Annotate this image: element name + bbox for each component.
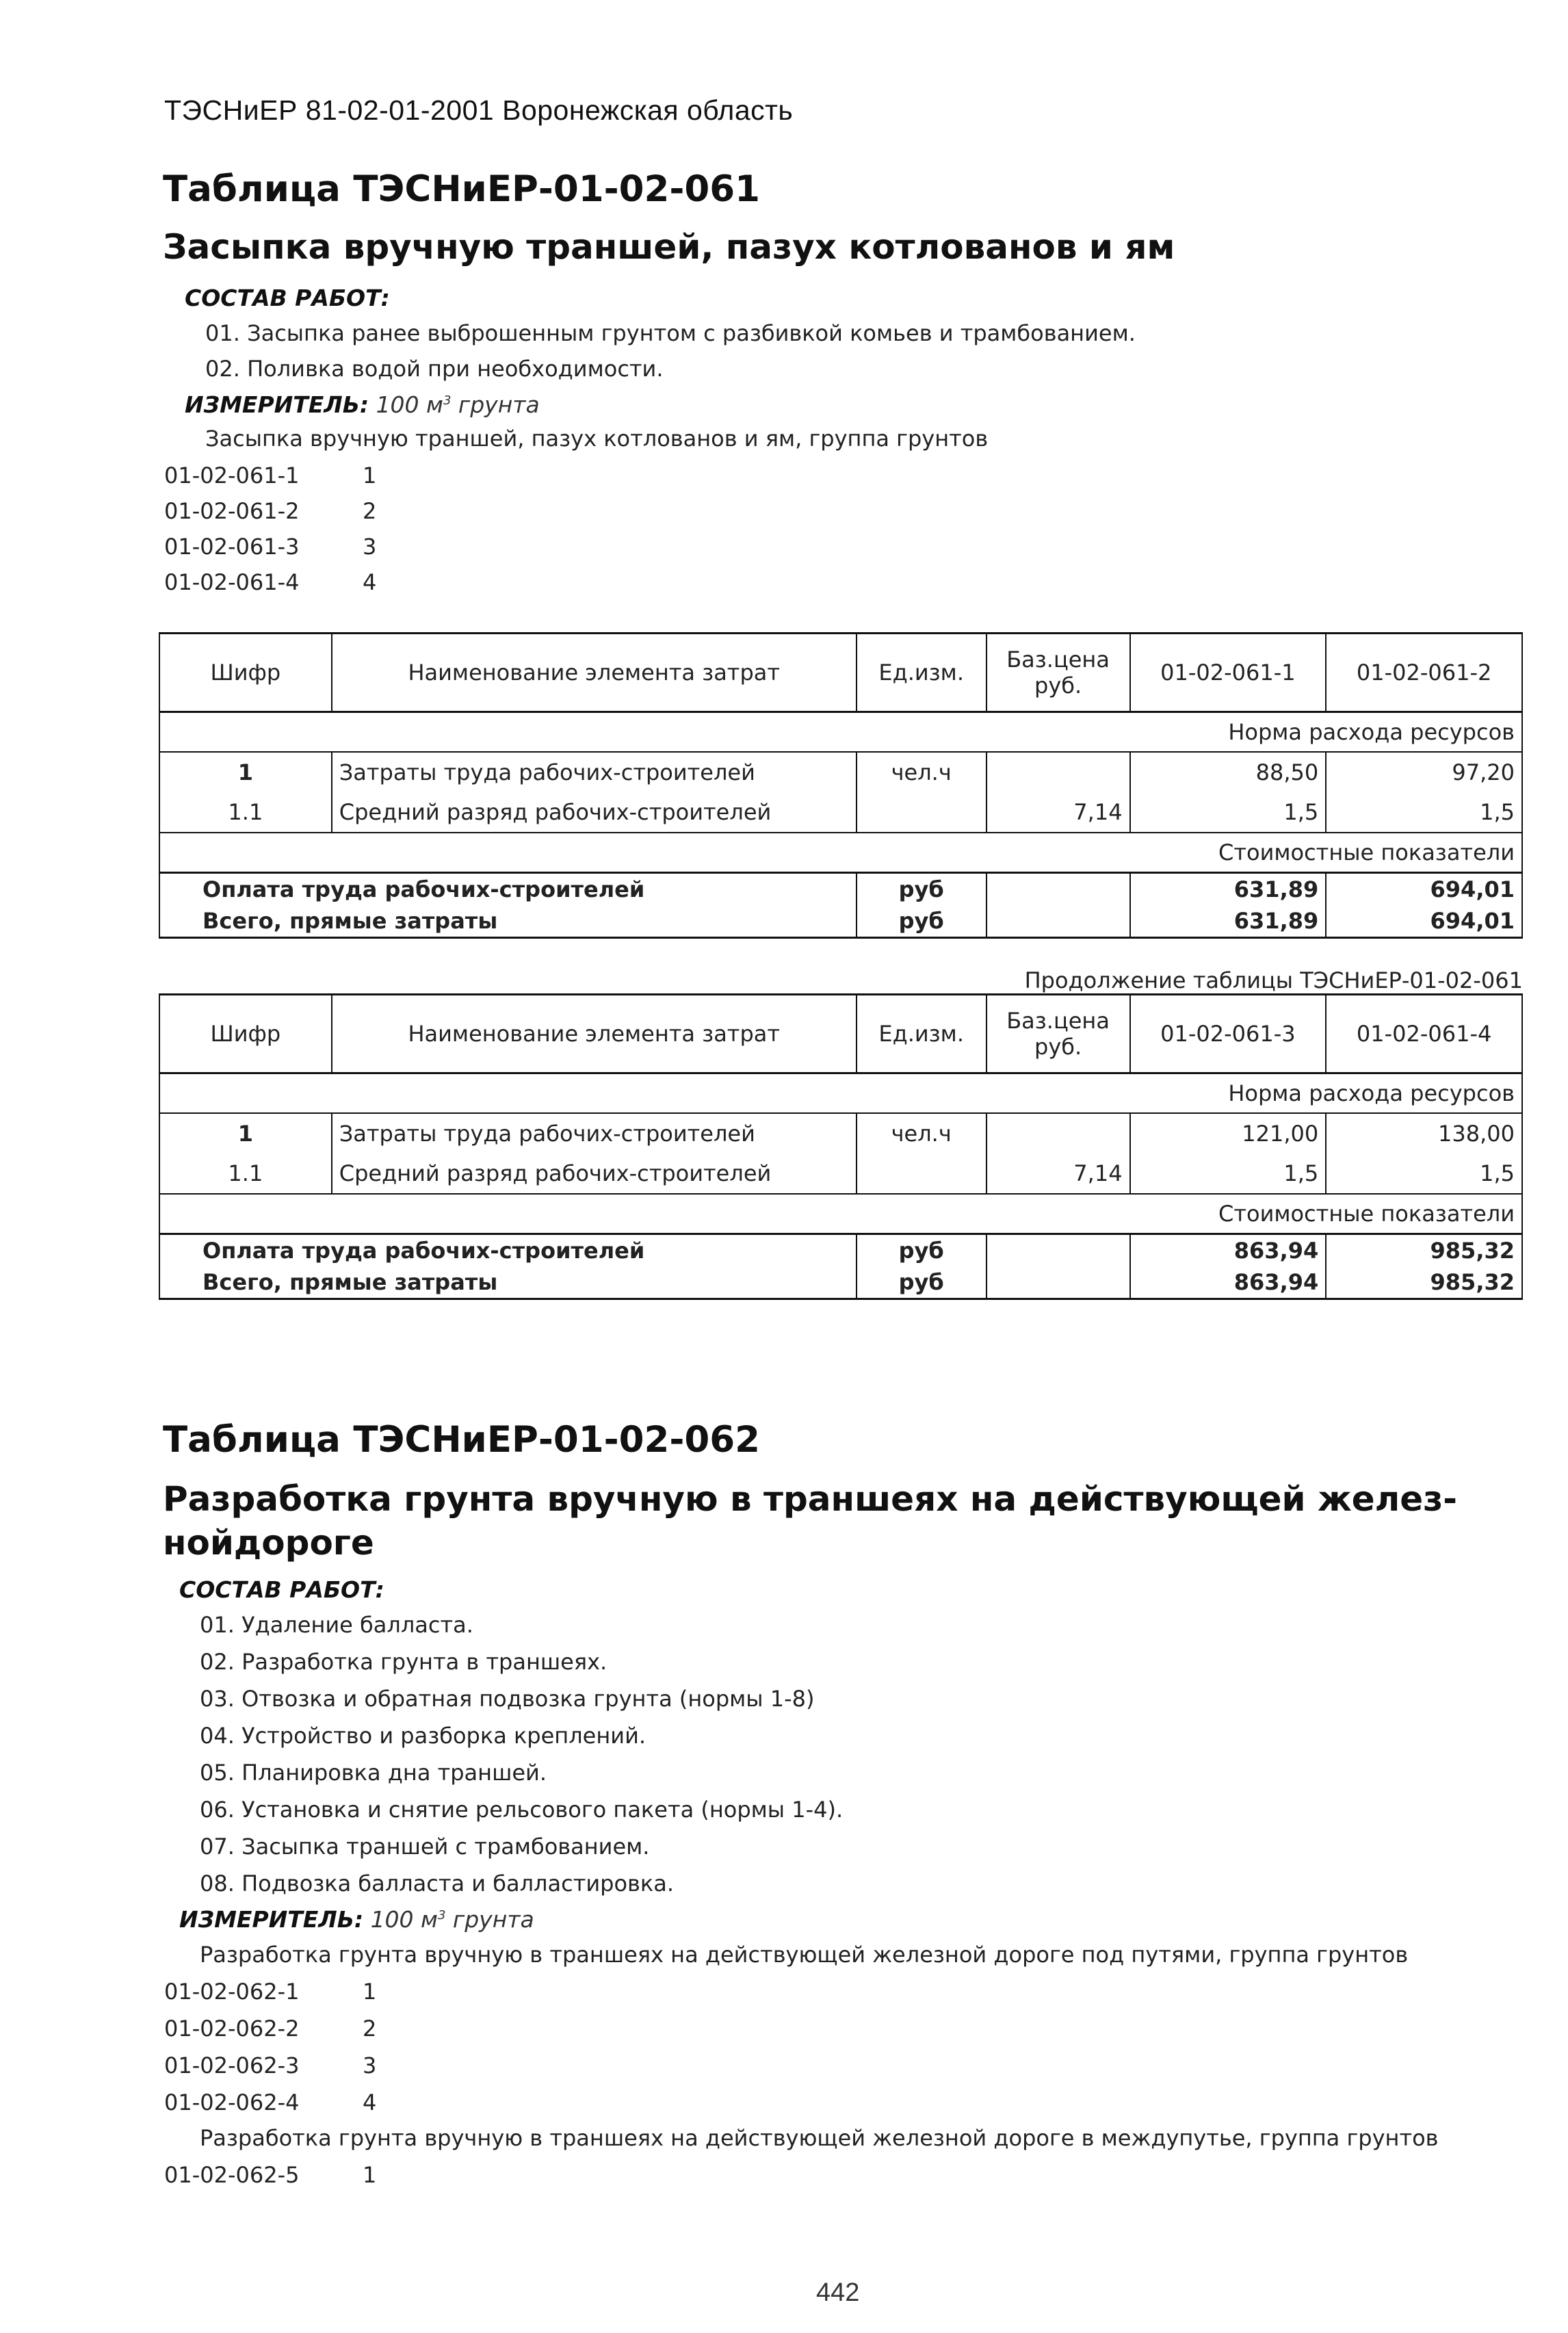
table-row [159,752,1522,792]
price-header-line1: Баз.цена [1006,1008,1110,1034]
code-row [164,2052,376,2078]
row-value-1: 1,5 [1130,792,1327,833]
col-name-header: Наименование элемента затрат [332,995,857,1073]
table-row [159,1154,1522,1194]
price-header-line2: руб. [1034,673,1082,699]
norm-code: 01-02-062-5 [164,2162,300,2188]
row-value-1: 121,00 [1130,1113,1327,1154]
col-unit-header: Ед.изм. [857,995,986,1073]
total-price [986,873,1130,906]
soil-group: 1 [363,2162,377,2188]
total-value-2: 985,32 [1326,1234,1522,1267]
table-062-subtitle-line1: Разработка грунта вручную в траншеях на действующей желез- [163,1479,1457,1519]
total-unit: руб [857,1234,986,1267]
row-value-1: 1,5 [1130,1154,1327,1194]
group-description: Разработка грунта вручную в траншеях на действующей железной дороге в междупутье, группа грунтов [200,2125,1439,2151]
norm-section-label: Норма расхода ресурсов [159,1073,1522,1114]
col-name-header: Наименование элемента затрат [332,634,857,712]
total-name: Всего, прямые затраты [159,905,857,938]
col-norm2-header: 01-02-061-2 [1326,634,1522,712]
total-value-2: 985,32 [1326,1266,1522,1299]
norm-code: 01-02-061-1 [164,462,300,488]
total-value-1: 863,94 [1130,1266,1327,1299]
norm-code: 01-02-062-4 [164,2089,300,2115]
col-cipher-header: Шифр [159,634,332,712]
total-name: Оплата труда рабочих-строителей [159,1234,857,1267]
row-cipher: 1 [159,1113,332,1154]
total-price [986,905,1130,938]
measure-value: 100 м [370,1906,438,1933]
row-cipher: 1 [159,752,332,792]
soil-group: 2 [363,498,377,524]
measure-line [179,1906,534,1933]
price-header-line1: Баз.цена [1006,647,1110,673]
measure-unit: грунта [445,1906,534,1933]
soil-group: 1 [363,1979,377,2005]
total-price [986,1266,1130,1299]
row-value-1: 88,50 [1130,752,1327,792]
col-price-header [986,634,1130,712]
code-row [164,2016,376,2042]
norm-code: 01-02-061-3 [164,534,300,560]
price-header-line2: руб. [1034,1034,1082,1060]
soil-group: 4 [363,2089,377,2115]
row-price [986,1113,1130,1154]
work-item: 02. Разработка грунта в траншеях. [200,1649,607,1675]
soil-group: 1 [363,462,377,488]
soil-group: 3 [363,2052,377,2078]
table-row [159,1113,1522,1154]
norm-code: 01-02-062-2 [164,2016,300,2042]
row-value-2: 97,20 [1326,752,1522,792]
cost-table-b [159,993,1523,1300]
total-value-1: 863,94 [1130,1234,1327,1267]
row-price [986,752,1130,792]
norm-code: 01-02-062-3 [164,2052,300,2078]
code-row [164,462,376,488]
col-norm2-header: 01-02-061-4 [1326,995,1522,1073]
page-number: 442 [816,2278,860,2307]
table-062-subtitle-line2: нойдороге [163,1523,374,1563]
total-name: Оплата труда рабочих-строителей [159,873,857,906]
table-061-title: Таблица ТЭСНиЕР-01-02-061 [163,168,760,210]
table-header-row [159,995,1522,1073]
table-061-subtitle: Засыпка вручную траншей, пазух котлованов и ям [163,227,1175,267]
col-cipher-header: Шифр [159,995,332,1073]
measure-sup: 3 [437,1908,446,1923]
row-unit [857,1154,986,1194]
work-item: 01. Засыпка ранее выброшенным грунтом с разбивкой комьев и трамбованием. [205,320,1136,346]
work-item: 03. Отвозка и обратная подвозка грунта (нормы 1-8) [200,1686,815,1712]
col-norm1-header: 01-02-061-1 [1130,634,1327,712]
measure-label: ИЗМЕРИТЕЛЬ: [179,1906,364,1933]
total-value-2: 694,01 [1326,873,1522,906]
row-unit: чел.ч [857,752,986,792]
work-item: 08. Подвозка балласта и балластировка. [200,1871,674,1897]
row-value-2: 138,00 [1326,1113,1522,1154]
work-item: 04. Устройство и разборка креплений. [200,1723,646,1749]
cost-section-label: Стоимостные показатели [159,1194,1522,1234]
total-unit: руб [857,873,986,906]
row-value-2: 1,5 [1326,1154,1522,1194]
code-row [164,2162,376,2188]
code-row [164,534,376,560]
total-row [159,1234,1522,1267]
row-name: Средний разряд рабочих-строителей [332,792,857,833]
running-header: ТЭСНиЕР 81-02-01-2001 Воронежская область [164,94,794,126]
measure-label: ИЗМЕРИТЕЛЬ: [185,391,369,418]
norm-code: 01-02-061-4 [164,569,300,595]
table-header-row [159,634,1522,712]
section-row [159,833,1522,873]
norm-section-label: Норма расхода ресурсов [159,712,1522,753]
section-row [159,712,1522,753]
total-name: Всего, прямые затраты [159,1266,857,1299]
row-unit [857,792,986,833]
table-row [159,792,1522,833]
group-description: Разработка грунта вручную в траншеях на действующей железной дороге под путями, группа грунтов [200,1942,1409,1968]
row-cipher: 1.1 [159,1154,332,1194]
composition-label: СОСТАВ РАБОТ: [179,1576,384,1603]
total-row [159,1266,1522,1299]
row-name: Затраты труда рабочих-строителей [332,1113,857,1154]
total-row [159,873,1522,906]
total-unit: руб [857,1266,986,1299]
total-unit: руб [857,905,986,938]
total-value-2: 694,01 [1326,905,1522,938]
col-norm1-header: 01-02-061-3 [1130,995,1327,1073]
work-item: 05. Планировка дна траншей. [200,1760,547,1786]
norm-code: 01-02-061-2 [164,498,300,524]
cost-table-a [159,632,1523,939]
total-value-1: 631,89 [1130,905,1327,938]
col-price-header [986,995,1130,1073]
total-row [159,905,1522,938]
row-price: 7,14 [986,792,1130,833]
work-item: 02. Поливка водой при необходимости. [205,356,664,382]
section-row [159,1073,1522,1114]
soil-group: 4 [363,569,377,595]
measure-sup: 3 [443,393,452,408]
table-062-title: Таблица ТЭСНиЕР-01-02-062 [163,1419,760,1461]
row-unit: чел.ч [857,1113,986,1154]
work-item: 06. Установка и снятие рельсового пакета (нормы 1-4). [200,1797,844,1823]
row-value-2: 1,5 [1326,792,1522,833]
work-item: 01. Удаление балласта. [200,1612,473,1638]
row-name: Затраты труда рабочих-строителей [332,752,857,792]
measure-line [185,391,540,418]
total-value-1: 631,89 [1130,873,1327,906]
norm-code: 01-02-062-1 [164,1979,300,2005]
row-cipher: 1.1 [159,792,332,833]
work-item: 07. Засыпка траншей с трамбованием. [200,1834,650,1860]
col-unit-header: Ед.изм. [857,634,986,712]
soil-group: 2 [363,2016,377,2042]
measure-value: 100 м [376,391,443,418]
soil-group: 3 [363,534,377,560]
row-name: Средний разряд рабочих-строителей [332,1154,857,1194]
row-price: 7,14 [986,1154,1130,1194]
measure-unit: грунта [451,391,540,418]
code-row [164,569,376,595]
section-row [159,1194,1522,1234]
code-row [164,498,376,524]
code-row [164,2089,376,2115]
group-description: Засыпка вручную траншей, пазух котлованов и ям, группа грунтов [205,426,989,452]
composition-label: СОСТАВ РАБОТ: [185,285,390,311]
continuation-note: Продолжение таблицы ТЭСНиЕР-01-02-061 [1024,967,1523,993]
total-price [986,1234,1130,1267]
cost-section-label: Стоимостные показатели [159,833,1522,873]
code-row [164,1979,376,2005]
